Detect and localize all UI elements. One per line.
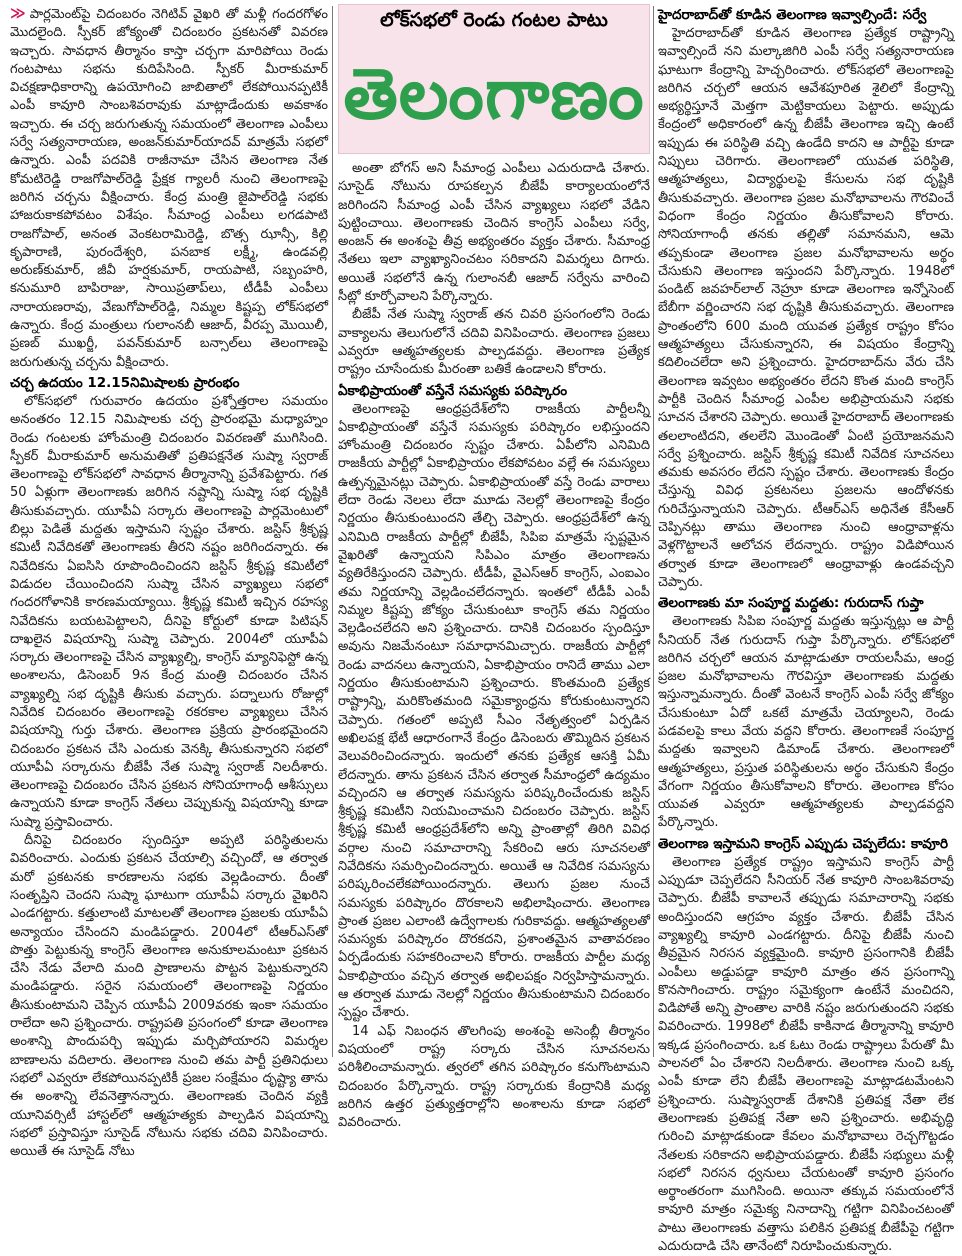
article-paragraph: హైదరాబాద్‌తో కూడిన తెలంగాణ ప్రత్యేక రాష్ట్రాన్ని ఇవ్వాల్సిందే నని మల్కాజిగిరి ఎంపీ సర్వే సత్యనారాయణ ఘాటుగా కేంద్రాన్ని హెచ్చరించారు. లోక్‌సభలో తెలంగాణపై జరిగిన చర్చలో ఆయన ఆవేశపూరిత శైలిలో కేంద్రాన్ని అభ్యర్థిస్తూనే మెత్తగా మెట్టికాయలు పెట్టారు. అప్పుడు కేంద్రంలో అధికారంలో ఉన్న బీజేపీ తెలంగాణ ఇచ్చి ఉంటే ఇప్పుడు ఈ పరిస్థితి వచ్చి ఉండేది కాదని ఆ పార్టీపై కూడా నిప్పులు చెరిగారు. తెలంగాణలో యువత పరిస్థితి, ఆత్మహత్యలు, విద్యార్థులపై కేసులను సభ దృష్టికి తీసుకువచ్చారు. తెలంగాణ ప్రజల మనోభావాలను గౌరవించే విధంగా కేంద్రం నిర్ణయం తీసుకోవాలని కోరారు. సోనియాగాంధీ తనకు తల్లితో సమానమని, ఆమె తప్పకుండా తెలంగాణ ప్రజల మనోభావాలను అర్థం చేసుకుని తెలంగాణ ఇస్తుందని పేర్కొన్నారు. 1948లో పండిట్ జవహర్‌లాల్ నెహ్రూ కూడా తెలంగాణ ఇన్నోసెంట్ బేబీగా వర్ణించారని సభ దృష్టికి తీసుకువచ్చారు. తెలంగాణ ప్రాంతంలోని 600 మంది యువత ప్రత్యేక రాష్ట్రం కోసం ఆత్మహత్యలు చేసుకున్నారని, ఈ విషయం కేంద్రాన్ని కదిలించలేదా అని ప్రశ్నించారు. హైదరాబాద్‌ను వేరు చేసి తెలంగాణ ఇవ్వటం అభ్యంతరం లేదని కొంత మంది కాంగ్రెస్ పార్టీకి చెందిన సీమాంధ్ర ఎంపీల అభిప్రాయమని సభకు సూచన చేశారని చెప్పారు. అయితే హైదరాబాద్ తెలంగాణకు తలలాంటిదని, తలలేని మొండెంతో ఏంటి ప్రయోజనమని సర్వే ప్రశ్నించారు. జస్టిస్ శ్రీకృష్ణ కమిటీ నివేదిక సూచనలు తమకు అవసరం లేదని స్పష్టం చేశారు. తెలంగాణకు కేంద్రం చేస్తున్న వివిధ ప్రకటనలు ప్రజలను ఆందోళనకు గురిచేస్తున్నాయని చెప్పారు. టీఆర్‌ఎస్ అధినేత కేసీఆర్ చెప్పినట్లు తాము తెలంగాణ నుంచి ఆంధ్రావాళ్లను వెళ్లగొట్టాలనే ఆలోచన లేదన్నారు. రాష్ట్రం విడిపోయిన తర్వాత కూడా తెలంగాణలో ఆంధ్రావాళ్లు ఉండవచ్చని చెప్పారు.: [658, 26, 954, 590]
headline-box: [338, 4, 650, 154]
article-column-1: [10, 4, 328, 1160]
article-paragraph: లోక్‌సభలో గురువారం ఉదయం ప్రశ్నోత్తరాల సమయం అనంతరం 12.15 నిమిషాలకు చర్చ ప్రారంభమై మధ్యాహ్నం రెండు గంటలకు హోంమంత్రి చిదంబరం వివరణతో ముగిసింది. స్పీకర్ మీరాకుమార్ అనుమతితో ప్రతిపక్షనేత సుష్మా స్వరాజ్ తెలంగాణపై లోక్‌సభలో సావధాన తీర్మానాన్ని ప్రవేశపెట్టారు. గత 50 ఏళ్లుగా తెలంగాణకు జరిగిన నష్టాన్ని సుష్మా సభ దృష్టికి తీసుకువచ్చారు. యూపీఏ సర్కారు తెలంగాణపై పార్లమెంటులో బిల్లు పెడితే మద్దతు ఇస్తామని స్పష్టం చేశారు. జస్టిస్ శ్రీకృష్ణ కమిటీ నివేదికతో తెలంగాణకు తీరని నష్టం జరిగిందన్నారు. ఈ నివేదికను ఏఐసిసి రూపొందించిందని జస్టిస్ శ్రీకృష్ణ కమిటీలో విడుదల చేయించిందని సుష్మా చేసిన వ్యాఖ్యలు సభలో గందరగోళానికి కారణమయ్యాయి. శ్రీకృష్ణ కమిటీ ఇచ్చిన రహస్య నివేదికను బయటపెట్టాలని, దీనిపై కోర్టులో కూడా పిటిషన్ దాఖలైన విషయాన్ని సుష్మా చెప్పారు. 2004లో యూపీఏ సర్కారు తెలంగాణపై చేసిన వ్యాఖ్యల్ని, కాంగ్రెస్ మ్యానిఫెస్టో ఉన్న అంశాలను, డిసెంబర్ 9న కేంద్ర మంత్రి చిదంబరం చేసిన వ్యాఖ్యల్ని సభ దృష్టికి తీసుకు వచ్చారు. పద్నాలుగు రోజుల్లో నివేదిక చిదంబరం తెలంగాణపై రకరకాల వ్యాఖ్యలు చేసిన విషయాన్ని గుర్తు చేశారు. తెలంగాణ ప్రక్రియ ప్రారంభమైందని చిదంబరం ప్రకటన చేసి ఎందుకు వెనక్కి తీసుకున్నారని సభలో యూపీఏ సర్కారును బీజేపీ నేత సుష్మా స్వరాజ్ నిలదీశారు. తెలంగాణపై చిదంబరం చేసిన ప్రకటన సోనియాగాంధీ ఆశీస్సులు ఉన్నాయని కూడా కాంగ్రెస్ నేతలు చెప్పుకున్న విషయాన్ని కూడా సుష్మా ప్రస్తావించారు.: [10, 393, 328, 830]
article-paragraph-text: పార్లమెంట్‌పై చిదంబరం నెగిటివ్ వైఖరి తో మళ్లీ గందరగోళం మొదలైంది. స్పీకర్ జోక్యంతో చిదంబరం ప్రకటనతో వివరణ ఇచ్చారు. సావధాన తీర్మానం కాస్తా చర్చగా మారిపోయి రెండు గంటపాటు సభను కుదిపేసింది. స్పీకర్ మీరాకుమార్ విచక్షణాధికారాన్ని ఉపయోగించి జాబితాలో లేకపోయినప్పటికీ ఎంపీ కావూరి సాంబశివరావుకు మాట్లాడేందుకు అవకాశం ఇచ్చారు. ఈ చర్చ జరుగుతున్న సమయంలో తెలంగాణ ఎంపీలు సర్వే సత్యనారాయణ, అంజన్‌కుమార్‌యాదవ్ మాత్రమే సభలో ఉన్నారు. ఎంపీ పదవికి రాజీనామా చేసిన తెలంగాణ నేత కోమటిరెడ్డి రాజగోపాల్‌రెడ్డి ప్రేక్షక గ్యాలరీ నుంచి తెలంగాణపై జరిగిన చర్చను వీక్షించారు. కేంద్ర మంత్రి జైపాల్‌రెడ్డి సభకు హాజరుకాకపోవటం విశేషం. సీమాంధ్ర ఎంపీలు లగడపాటి రాజగోపాల్, అనంత వెంకటరామిరెడ్డి, బొత్స ఝాన్సీ, కిల్లి కృపారాణి, పురందేశ్వరి, పనబాక లక్ష్మీ, ఉండవల్లి అరుణ్‌కుమార్, జీవీ హర్షకుమార్, రాయపాటి, సబ్బంహరి, కనుమూరి బాపిరాజు, సాయిప్రతాప్‌లు, టీడీపీ ఎంపీలు నారాయణరావు, వేణుగోపాల్‌రెడ్డి, నిమ్మల కిష్టప్ప లోక్‌సభలో ఉన్నారు. కేంద్ర మంత్రులు గులాంనబీ ఆజాద్, వీరప్ప మొయిలీ, ప్రణబ్ ముఖర్జీ, పవన్‌కుమార్ బన్సాల్‌లు తెలంగాణపై జరుగుతున్న చర్చను వీక్షించారు.: [10, 7, 328, 370]
subheading-kavuri: తెలంగాణ ఇస్తామని కాంగ్రెస్ ఎప్పుడు చెప్పలేదు: కావూరి: [658, 835, 948, 852]
headline-title: తెలంగాణం: [343, 53, 645, 135]
article-column-2: [338, 4, 650, 1131]
article-paragraph: బీజేపీ నేత సుష్మా స్వరాజ్ తన చివరి ప్రసంగంలోని రెండు వాక్యాలను తెలుగులోనే చదివి వినిపించారు. తెలంగాణ ప్రజలు ఎవ్వరూ ఆత్మహత్యలకు పాల్పడవద్దు. తెలంగాణ ప్రత్యేక రాష్ట్రం చూసేందుకు మీరంతా బతికే ఉండాలని కోరారు.: [338, 307, 650, 378]
subheading-consensus: ఏకాభిప్రాయంతో వస్తేనే సమస్యకు పరిష్కారం: [338, 382, 568, 399]
subheading-debate-start: చర్చ ఉదయం 12.15నిమిషాలకు ప్రారంభం: [10, 374, 240, 391]
article-paragraph: తెలంగాణపై ఆంధ్రప్రదేశ్‌లోని రాజకీయ పార్టీలన్నీ ఏకాభిప్రాయంతో వస్తేనే సమస్యకు పరిష్కారం లభిస్తుందని హోంమంత్రి చిదంబరం స్పష్టం చేశారు. ఏపీలోని ఎనిమిది రాజకీయ పార్టీల్లో ఏకాభిప్రాయం లేకపోవటం వల్లే ఈ సమస్యలు ఉత్పన్నమైనట్లు చెప్పారు. ఏకాభిప్రాయంతో వస్తే రెండు వారాలు లేదా రెండు నెలలు లేదా మూడు నెలల్లో తెలంగాణపై కేంద్రం నిర్ణయం తీసుకుంటుందని తేల్చి చెప్పారు. ఆంధ్రప్రదేశ్‌లో ఉన్న ఎనిమిది రాజకీయ పార్టీల్లో బీజేపీ, సిపిఐ మాత్రమే స్పష్టమైన వైఖరితో ఉన్నాయని సిపిఎం మాత్రం తెలంగాణను వ్యతిరేకిస్తుందని చెప్పారు. టీడీపీ, వైఎస్‌ఆర్ కాంగ్రెస్, ఎంఐఎం తమ నిర్ణయాన్ని వెల్లడించలేదన్నారు. ఇంతలో టీడీపీ ఎంపీ నిమ్మల కిష్టప్ప జోక్యం చేసుకుంటూ కాంగ్రెస్ తమ నిర్ణయం వెల్లడించలేదని అని ప్రశ్నించారు. దానికి చిదంబరం స్పందిస్తూ అవును నిజమేనంటూ సమాధానమిచ్చారు. రాజకీయ పార్టీల్లో రెండు వాదనలు ఉన్నాయని, ఏకాభిప్రాయం రానిదే తాము ఎలా నిర్ణయం తీసుకుంటామని ప్రశ్నించారు. కొంతమంది ప్రత్యేక రాష్ట్రాన్ని, మరికొంతమంది సమైక్యాంధ్రను కోరుకుంటున్నారని చెప్పారు. గతంలో అప్పటి సీఎం నేతృత్వంలో ఏర్పడిన అఖిలపక్ష భేటీ ఆధారంగానే కేంద్రం డిసెంబరు తొమ్మిదిన ప్రకటన వెలువరించిందన్నారు. ఇందులో తనకు ప్రత్యేక ఆసక్తి ఏమీ లేదన్నారు. తాను ప్రకటన చేసిన తర్వాత సీమాంధ్రలో ఉద్యమం వచ్చిందని ఆ తర్వాత సమస్యను పరిష్కరించేందుకు జస్టిస్ శ్రీకృష్ణ కమిటీని నియమించామని చిదంబరం చెప్పారు. జస్టిస్ శ్రీకృష్ణ కమిటీ ఆంధ్రప్రదేశ్‌లోని అన్ని ప్రాంతాల్లో తిరిగి వివిధ వర్గాల నుంచి సమాచారాన్ని సేకరించి ఆరు సూచనలతో నివేదికను సమర్పించిందన్నారు. అయితే ఆ నివేదిక సమస్యను పరిష్కరించలేకపోయిందన్నారు. తెలుగు ప్రజల నుంచే సమస్యకు పరిష్కారం దొరకాలని అభిలాషించారు. తెలంగాణ ప్రాంత ప్రజల ఎలాంటి ఉద్వేగాలకు గురికావద్దు. ఆత్మహత్యలతో సమస్యకు పరిష్కారం దొరకదని, ప్రశాంతమైన వాతావరణం ఏర్పడేందుకు సహకరించాలని కోరారు. రాజకీయ పార్టీల మధ్య ఏకాభిప్రాయం వచ్చిన తర్వాత అభిలపక్షం నిర్వహిస్తామన్నారు. ఆ తర్వాత మూడు నెలల్లో నిర్ణయం తీసుకుంటామని చిదంబరం స్పష్టం చేశారు.: [338, 401, 650, 1021]
article-paragraph: తెలంగాణకు సిపిఐ సంపూర్ణ మద్దతు ఇస్తున్నట్లు ఆ పార్టీ సీనియర్ నేత గురుదాస్ గుప్తా పేర్కొన్నారు. లోక్‌సభలో జరిగిన చర్చలో ఆయన మాట్లాడుతూ రాయలసీమ, ఆంధ్ర ప్రజల మనోభావాలను గౌరవిస్తూ తెలంగాణకు మద్దతు ఇస్తున్నామన్నారు. దీంతో వెంటనే కాంగ్రెస్ ఎంపీ సర్వే జోక్యం చేసుకుంటూ ఏదో ఒకటే మాత్రమే చెయ్యాలని, రెండు పడవలపై కాలు వేయ వద్దని కోరారు. తెలంగాణకే సంపూర్ణ మద్దతు ఇవ్వాలని డిమాండ్ చేశారు. తెలంగాణలో ఆత్మహత్యలు, ప్రస్తుత పరిస్థితులను అర్థం చేసుకుని కేంద్రం వేగంగా నిర్ణయం తీసుకోవాలని కోరారు. తెలంగాణ కోసం యువత ఎవ్వరూ ఆత్మహత్యలకు పాల్పడవద్దని పేర్కొన్నారు.: [658, 614, 954, 831]
headline-kicker: లోక్‌సభలో రెండు గంటల పాటు: [380, 9, 608, 31]
article-paragraph: [10, 4, 328, 372]
article-paragraph: తెలంగాణ ప్రత్యేక రాష్ట్రం ఇస్తామని కాంగ్రెస్ పార్టీ ఎప్పుడూ చెప్పలేదని సీనియర్ నేత కావూరి సాంబశివరావు చెప్పారు. బీజేపీ కావాలనే తప్పుడు సమాచారాన్ని సభకు అందిస్తుందని ఆగ్రహం వ్యక్తం చేశారు. బీజేపీ చేసిన వ్యాఖ్యల్ని కావూరి ఎండగట్టారు. దీనిపై బీజేపీ నుంచి తీవ్రమైన నిరసన వ్యక్తమైంది. కావూరి ప్రసంగానికి బీజేపీ ఎంపీలు అడ్డుపడ్డా కావూరి మాత్రం తన ప్రసంగాన్ని కొనసాగించారు. రాష్ట్రం సమైక్యంగా ఉంటేనే మంచిదని, విడిపోతే అన్ని ప్రాంతాల వారికి నష్టం జరుగుతుందని సభకు వివరించారు. 1998లో బీజేపీ కాకినాడ తీర్మానాన్ని కావూరి ఇక్కడ ప్రసంగించారు. ఒక ఓటు రెండు రాష్ట్రాలు పేరుతో మీ పాలనలో ఏం చేశారని నిలదీశారు. తెలంగాణ నుంచి ఒక్క ఎంపీ కూడా లేని బీజేపీ తెలంగాణపై మాట్లాడటమేంటని ప్రశ్నించారు. సుష్మాస్వరాజ్ దేశానికి ప్రతిపక్ష నేతా లేక తెలంగాణకు ప్రతిపక్ష నేతా అని ప్రశ్నించారు. అభివృద్ధి గురించి మాట్లాడకుండా కేవలం మనోభావాలు రెచ్చగొట్టడం నేతలకు సరికాదని అభిప్రాయపడ్డారు. బీజేపీ సభ్యులు మళ్లీ సభలో నిరసన ధ్వనులు చేయటంతో కావూరి ప్రసంగం అర్థాంతరంగా ముగిసింది. అయినా తక్కువ సమయంలోనే కావూరి మాత్రం సమైక్య నినాదాన్ని గట్టిగా వినిపించటంతో పాటు తెలంగాణకు వత్తాసు పలికిన ప్రతిపక్ష బీజేపీపై గట్టిగా ఎదురుదాడి చేసి తానేంటో నిరూపించుకున్నారు.: [658, 854, 954, 1254]
article-paragraph: 14 ఎఫ్ నిబంధన తొలగింపు అంశంపై అసెంబ్లీ తీర్మానం విషయంలో రాష్ట్ర సర్కారు చేసిన సూచనలను పరిశీలించామన్నారు. త్వరలో తగిన పరిష్కారం కనుగొంటామని చిదంబరం పేర్కొన్నారు. రాష్ట్ర సర్కారుకు కేంద్రానికి మధ్య జరిగిన ఉత్తర ప్రత్యుత్తరాల్లోని అంశాలను కూడా సభలో వివరించారు.: [338, 1023, 650, 1131]
subheading-sarve: హైదరాబాద్‌తో కూడిన తెలంగాణ ఇవ్వాల్సిందే: సర్వే: [658, 7, 927, 23]
column-rule: [332, 6, 333, 1057]
subheading-gurudas-gupta: తెలంగాణకు మా సంపూర్ణ మద్దతు: గురుదాస్ గుప్తా: [658, 595, 924, 612]
article-paragraph: దీనిపై చిదంబరం స్పందిస్తూ అప్పటి పరిస్థితులను వివరించారు. ఎందుకు ప్రకటన చేయాల్సి వచ్చిందో, ఆ తర్వాత మరో ప్రకటనకు కారణాలను సభకు వెల్లడించారు. దీంతో సంతృప్తిని చెందని సుష్మా ఘాటుగా యూపీఏ సర్కారు వైఖరిని ఎండగట్టారు. కత్తులాంటి మాటలతో తెలంగాణ ప్రజలకు యూపీఏ అన్యాయం చేసిందని మండిపడ్డారు. 2004లో టీఆర్‌ఎస్‌తో పొత్తు పెట్టుకున్న కాంగ్రెస్ తెలంగాణ అనుకూలమంటూ ప్రకటన చేసి నేడు వేలాది మంది ప్రాణాలను పొట్టన పెట్టుకున్నారని మండిపడ్డారు. సరైన సమయంలో తెలంగాణపై నిర్ణయం తీసుకుంటామని చెప్పిన యూపీఏ 2009వరకు ఇంకా సమయం రాలేదా అని ప్రశ్నించారు. రాష్ట్రపతి ప్రసంగంలో కూడా తెలంగాణ అంశాన్ని పొందుపర్చి ఇప్పుడు మర్చిపోయారని విమర్శల బాణాలను వదిలారు. తెలంగాణ నుంచి తమ పార్టీ ప్రతినిధులు సభలో ఎవ్వరూ లేకపోయినప్పటికీ ప్రజల సంక్షేమం దృష్ట్యా తాను ఈ అంశాన్ని లేవనెత్తానన్నారు. తెలంగాణకు చెందిన వ్యక్తి యూనివర్సిటీ హాస్టల్‌లో ఆత్మహత్యకు పాల్పడిన విషయాన్ని సభలో ప్రస్తావిస్తూ సూసైడ్ నోటును సభకు చదివి వినిపించారు. అయితే ఈ సూసైడ్ నోటు: [10, 833, 328, 1160]
double-chevron-icon: ≫: [10, 4, 26, 22]
column-rule: [653, 6, 654, 1057]
article-column-3: [658, 4, 954, 1254]
article-paragraph: అంతా బోగస్ అని సీమాంధ్ర ఎంపీలు ఎదురుదాడి చేశారు. సూసైడ్ నోటును రూపకల్పన బీజేపీ కార్యాలయంలోనే జరిగిందని సీమాంధ్ర ఎంపీ చేసిన వ్యాఖ్యలు సభలో వేడిని పుట్టించాయి. తెలంగాణకు చెందిన కాంగ్రెస్ ఎంపీలు సర్వే, అంజన్ ఈ అంశంపై తీవ్ర అభ్యంతరం వ్యక్తం చేశారు. సీమాంధ్ర నేతలు ఇలా వ్యాఖ్యానించటం సరికాదని విమర్శలు దిగారు. అయితే సభలోనే ఉన్న గులాంనబీ ఆజాద్ సర్వేను వారించి సీట్లో కూర్చోవాలని పేర్కొన్నారు.: [338, 161, 650, 305]
